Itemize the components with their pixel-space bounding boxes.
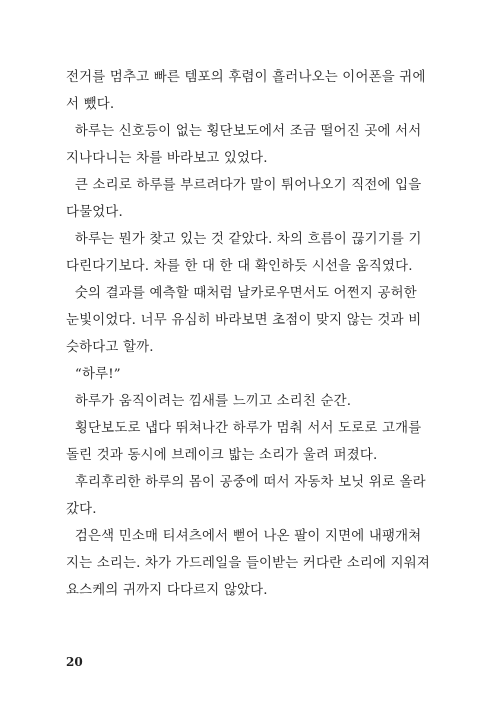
- body-text: [66, 64, 431, 604]
- page-number: 20: [66, 655, 83, 669]
- text-line: 전거를 멈추고 빠른 템포의 후렴이 흘러나오는 이어폰을 귀에: [66, 70, 426, 85]
- text-line: 큰 소리로 하루를 부르려다가 말이 튀어나오기 직전에 입을: [66, 178, 422, 193]
- text-line: 지나다니는 차를 바라보고 있었다.: [66, 151, 268, 166]
- text-line: 눈빛이었다. 너무 유심히 바라보면 초점이 맞지 않는 것과 비: [66, 313, 422, 328]
- text-line: 슷하다고 할까.: [66, 340, 154, 355]
- text-line: 갔다.: [66, 502, 97, 517]
- text-line: “하루!”: [66, 367, 121, 382]
- text-line: 서 뺐다.: [66, 97, 115, 112]
- text-line: 다물었다.: [66, 205, 123, 220]
- text-line: 다린다기보다. 차를 한 대 한 대 확인하듯 시선을 움직였다.: [66, 259, 413, 274]
- text-line: 돌린 것과 동시에 브레이크 밟는 소리가 울려 퍼졌다.: [66, 448, 378, 463]
- text-line: 하루는 뭔가 찾고 있는 것 같았다. 차의 흐름이 끊기기를 기: [66, 232, 422, 247]
- text-line: 검은색 민소매 티셔츠에서 뻗어 나온 팔이 지면에 내팽개쳐: [66, 529, 422, 544]
- text-line: 숫의 결과를 예측할 때처럼 날카로우면서도 어쩐지 공허한: [66, 286, 417, 301]
- text-line: 후리후리한 하루의 몸이 공중에 떠서 자동차 보닛 위로 올라: [66, 475, 426, 490]
- text-line: 하루는 신호등이 없는 횡단보도에서 조금 떨어진 곳에 서서: [66, 124, 422, 139]
- text-line: 횡단보도로 냅다 뛰쳐나간 하루가 멈춰 서서 도로로 고개를: [66, 421, 422, 436]
- text-line: 하루가 움직이려는 낌새를 느끼고 소리친 순간.: [66, 394, 352, 409]
- text-line: 지는 소리는. 차가 가드레일을 들이받는 커다란 소리에 지워져: [66, 556, 431, 571]
- text-line: 요스케의 귀까지 다다르지 않았다.: [66, 583, 268, 598]
